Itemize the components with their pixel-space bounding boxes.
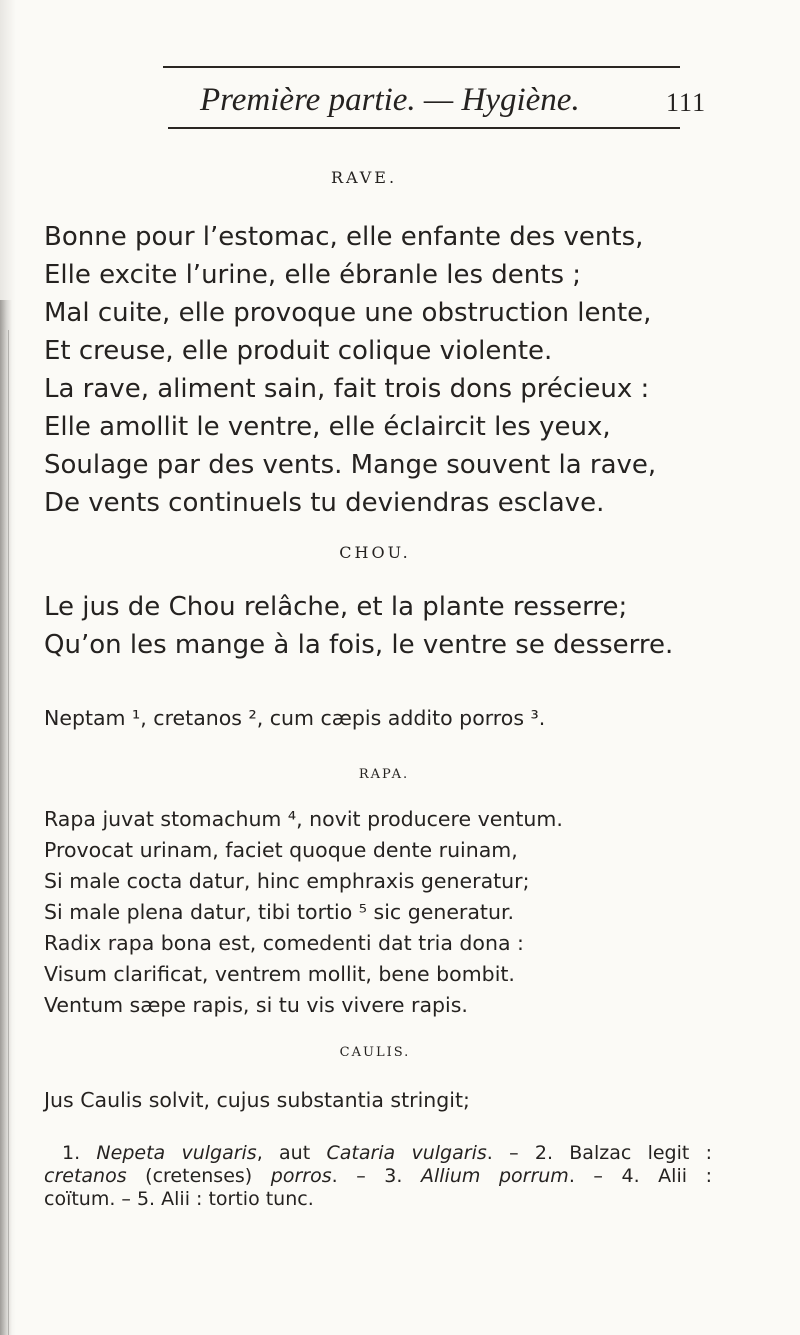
footnote-text: (cretenses) <box>126 1165 271 1187</box>
verse-line: Mal cuite, elle provoque une obstruction lente, <box>44 298 652 328</box>
footnote-italic-text: porros <box>270 1165 332 1187</box>
latin-line: Si male cocta datur, hinc emphraxis generatur; <box>44 869 530 893</box>
footnote-italic-text: Allium porrum <box>421 1165 569 1187</box>
header-rule <box>168 127 680 129</box>
verse-line: La rave, aliment sain, fait trois dons précieux : <box>44 374 650 404</box>
section-heading-rapa: RAPA. <box>358 767 410 782</box>
section-heading-rave: RAVE. <box>330 168 398 187</box>
page-edge-line <box>8 330 9 1335</box>
footnote-line <box>44 1165 712 1188</box>
footnote-text: . – 2. Balzac legit : <box>486 1142 713 1164</box>
verse-line: Soulage par des vents. Mange souvent la rave, <box>44 450 657 480</box>
latin-line: Si male plena datur, tibi tortio ⁵ sic generatur. <box>44 900 515 924</box>
footnote-line <box>44 1188 712 1211</box>
latin-line: Provocat urinam, faciet quoque dente ruinam, <box>44 838 518 862</box>
verse-block-chou <box>44 588 673 664</box>
footnote-text: coïtum. – 5. Alii : tortio tunc. <box>44 1188 314 1210</box>
section-heading-caulis: CAULIS. <box>339 1045 411 1060</box>
latin-block-caulis <box>44 1085 470 1116</box>
verse-line: Elle excite l’urine, elle ébranle les dents ; <box>44 260 582 290</box>
footnote-line <box>62 1142 712 1165</box>
verse-line: Le jus de Chou relâche, et la plante resserre; <box>44 592 628 622</box>
running-header-title: Première partie. — Hygiène. <box>200 82 580 118</box>
footnote-italic-text: Cataria vulgaris <box>326 1142 487 1164</box>
footnote-text: . – 4. Alii : <box>568 1165 712 1187</box>
latin-block-rapa <box>44 804 563 1021</box>
page-number: 111 <box>666 88 707 117</box>
section-heading-chou: CHOU. <box>339 543 411 562</box>
footnotes <box>44 1142 712 1211</box>
latin-line: Ventum sæpe rapis, si tu vis vivere rapis. <box>44 993 468 1017</box>
footnote-italic-text: Nepeta vulgaris <box>96 1142 257 1164</box>
verse-line: De vents continuels tu deviendras esclave. <box>44 488 605 518</box>
page-gutter-shadow <box>0 300 12 1335</box>
footnote-text: . – 3. <box>331 1165 421 1187</box>
verse-line: Et creuse, elle produit colique violente. <box>44 336 553 366</box>
verse-line: Bonne pour l’estomac, elle enfante des vents, <box>44 222 644 252</box>
footnote-text: 1. <box>62 1142 97 1164</box>
verse-line: Elle amollit le ventre, elle éclaircit les yeux, <box>44 412 611 442</box>
latin-line: Rapa juvat stomachum ⁴, novit producere ventum. <box>44 807 563 831</box>
top-rule <box>163 66 680 68</box>
verse-line: Qu’on les mange à la fois, le ventre se desserre. <box>44 630 674 660</box>
latin-intro-line: Neptam ¹, cretanos ², cum cæpis addito porros ³. <box>44 706 546 730</box>
footnote-text: , aut <box>256 1142 327 1164</box>
latin-line: Radix rapa bona est, comedenti dat tria dona : <box>44 931 524 955</box>
latin-line: Visum clarificat, ventrem mollit, bene bombit. <box>44 962 515 986</box>
latin-line: Jus Caulis solvit, cujus substantia stringit; <box>44 1088 470 1112</box>
verse-block-rave <box>44 218 656 522</box>
footnote-italic-text: cretanos <box>44 1165 127 1187</box>
